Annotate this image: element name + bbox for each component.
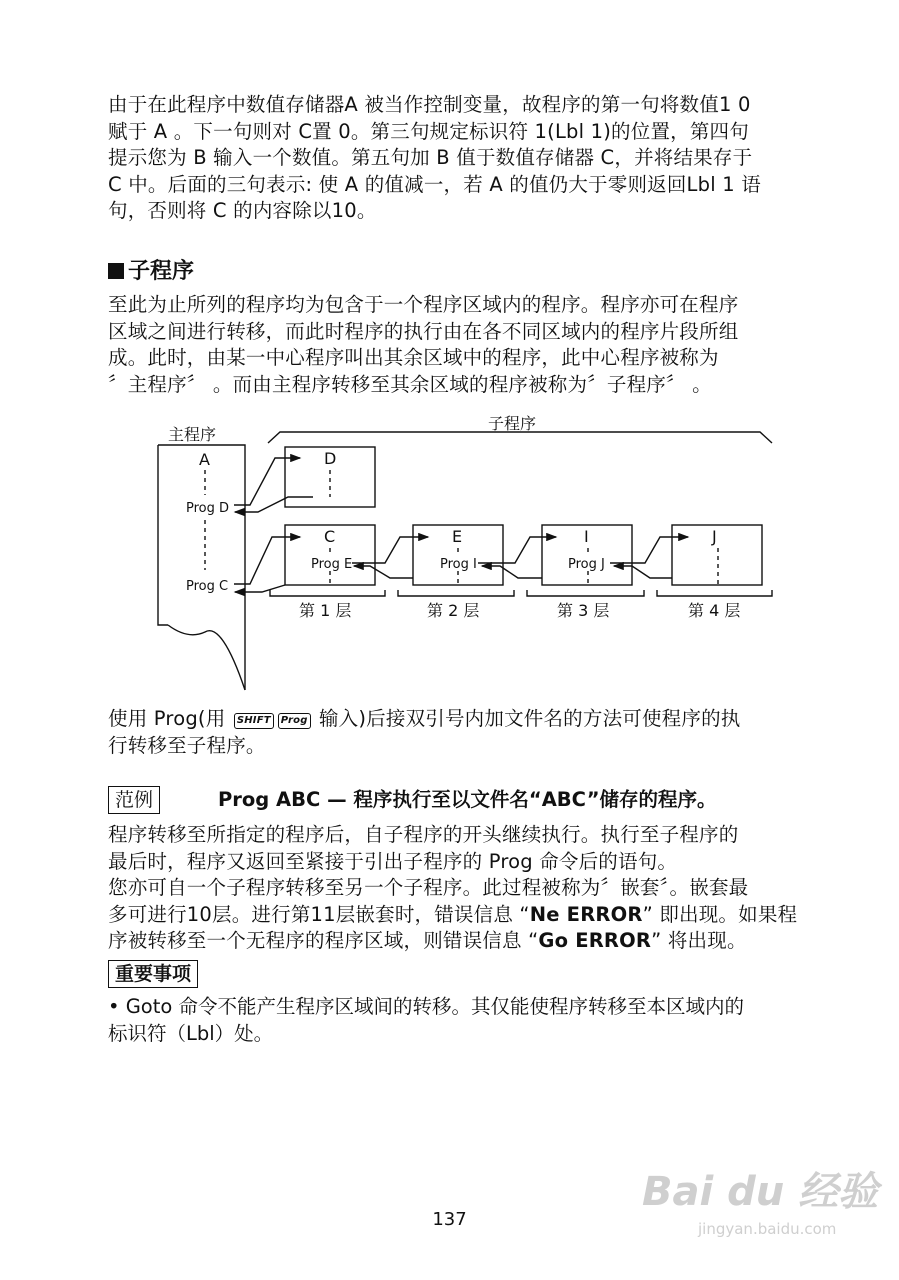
call-c-label: Prog C	[186, 579, 229, 594]
section-line: 区域之间进行转移，而此时程序的执行由在各不同区域内的程序片段所组	[108, 319, 739, 343]
section-line: 〞主程序〞 。而由主程序转移至其余区域的程序被称为〞子程序〞 。	[108, 372, 712, 396]
go-error-text: Go ERROR	[538, 929, 652, 952]
usage-line-2: 行转移至子程序。	[108, 733, 266, 757]
baidu-watermark	[642, 1150, 879, 1260]
usage-text-pre: 使用 Prog(用	[108, 707, 232, 730]
shift-key-icon: SHIFT	[234, 713, 274, 729]
usage-paragraph	[108, 706, 848, 759]
section-title-text: 子程序	[128, 259, 195, 284]
example-label-box: 范例	[108, 786, 160, 814]
intro-line: 由于在此程序中数值存储器A 被当作控制变量，故程序的第一句将数值1 0	[108, 93, 751, 116]
important-paragraph	[108, 994, 848, 1047]
main-program-label: 主程序	[168, 425, 217, 444]
call-i-label: Prog I	[440, 557, 477, 572]
example-line5-pre: 序被转移至一个无程序的程序区域，则错误信息 “	[108, 929, 539, 952]
box-j-label: J	[712, 527, 717, 546]
example-line4-post: ” 即出现。如果程	[642, 902, 798, 926]
example-line	[108, 902, 848, 929]
important-label-box: 重要事项	[108, 960, 198, 988]
call-e-label: Prog E	[311, 557, 353, 572]
usage-line-1	[108, 706, 848, 733]
important-line: 标识符（Lbl）处。	[108, 1021, 274, 1045]
section-line: 成。此时，由某一中心程序叫出其余区域中的程序，此中心程序被称为	[108, 346, 719, 369]
box-e-label: E	[452, 527, 463, 546]
intro-line: 提示您为 B 输入一个数值。第五句加 B 值于数值存储器 C，并将结果存于	[108, 146, 753, 169]
box-i-label: I	[584, 527, 589, 546]
example-line4-pre: 多可进行10层。进行第11层嵌套时，错误信息 “	[108, 902, 530, 926]
prog-key-icon: Prog	[278, 713, 311, 729]
usage-text-post: 输入)后接双引号内加文件名的方法可使程序的执	[312, 707, 741, 730]
example-heading: Prog ABC — 程序执行至以文件名“ABC”储存的程序。	[218, 788, 717, 811]
page-number: 137	[432, 1209, 467, 1230]
watermark-url: jingyan.baidu.com	[698, 1220, 837, 1238]
box-j	[672, 525, 762, 585]
intro-line: 句，否则将 C 的内容除以10。	[108, 199, 377, 222]
intro-line: 赋于 A 。下一句则对 C置 0。第三句规定标识符 1(Lbl 1)的位置，第四句	[108, 119, 749, 143]
call-j-label: Prog J	[568, 557, 605, 572]
example-line: 最后时，程序又返回至紧接于引出子程序的 Prog 命令后的语句。	[108, 849, 678, 873]
box-d-label: D	[324, 449, 337, 468]
level-4-label: 第 4 层	[688, 601, 741, 620]
example-paragraph	[108, 822, 848, 955]
example-line: 程序转移至所指定的程序后，自子程序的开头继续执行。执行至子程序的	[108, 823, 739, 846]
important-line: • Goto 命令不能产生程序区域间的转移。其仅能使程序转移至本区域内的	[108, 995, 745, 1018]
example-line	[108, 928, 848, 955]
level-1-label: 第 1 层	[299, 601, 352, 620]
example-line: 您亦可自一个子程序转移至另一个子程序。此过程被称为〞嵌套〞。嵌套最	[108, 876, 749, 899]
main-top-label: A	[199, 450, 210, 469]
level-2-label: 第 2 层	[427, 601, 480, 620]
box-c-label: C	[324, 527, 336, 546]
intro-line: C 中。后面的三句表示: 使 A 的值减一，若 A 的值仍大于零则返回Lbl 1 语	[108, 172, 761, 196]
ne-error-text: Ne ERROR	[529, 902, 643, 926]
baidu-logo: Bai du 经验	[642, 1169, 879, 1215]
subprogram-label: 子程序	[488, 414, 537, 433]
call-d-label: Prog D	[186, 501, 230, 516]
example-line5-post: ” 将出现。	[651, 929, 747, 952]
section-line: 至此为止所列的程序均为包含于一个程序区域内的程序。程序亦可在程序	[108, 293, 739, 316]
level-3-label: 第 3 层	[557, 601, 610, 620]
